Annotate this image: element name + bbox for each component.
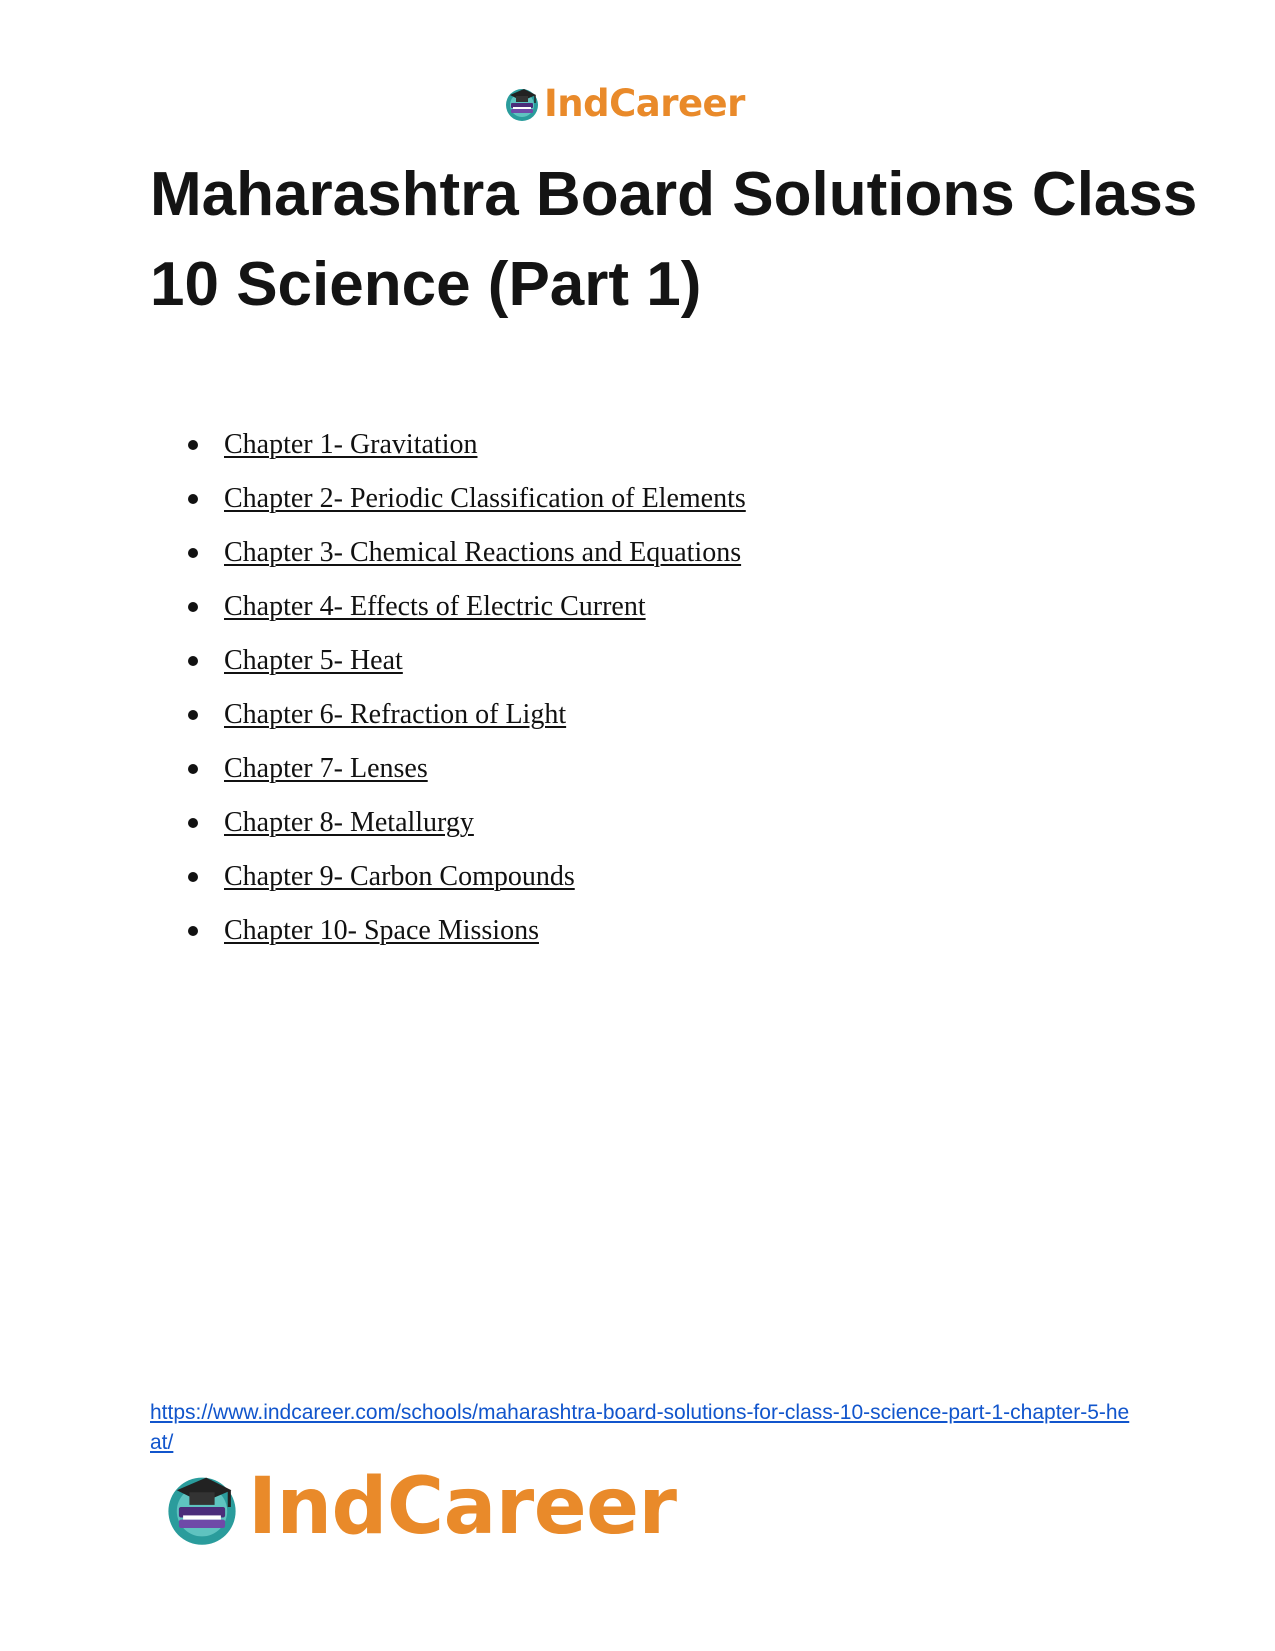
bullet-icon: [188, 440, 198, 450]
chapter-link[interactable]: Chapter 5- Heat: [224, 645, 403, 676]
bullet-icon: [188, 926, 198, 936]
list-item: [150, 749, 746, 803]
bullet-icon: [188, 872, 198, 882]
chapter-link[interactable]: Chapter 1- Gravitation: [224, 429, 478, 460]
bullet-icon: [188, 602, 198, 612]
chapter-link[interactable]: Chapter 6- Refraction of Light: [224, 699, 567, 730]
chapter-link[interactable]: Chapter 8- Metallurgy: [224, 807, 474, 838]
bullet-icon: [188, 548, 198, 558]
bullet-icon: [188, 656, 198, 666]
chapter-link[interactable]: Chapter 7- Lenses: [224, 753, 428, 784]
list-item: [150, 479, 746, 533]
bullet-icon: [188, 494, 198, 504]
chapter-link[interactable]: Chapter 4- Effects of Electric Current: [224, 591, 646, 622]
list-item: [150, 857, 746, 911]
chapter-link[interactable]: Chapter 10- Space Missions: [224, 915, 539, 946]
list-item: [150, 641, 746, 695]
footer-logo: [160, 1462, 677, 1552]
page-title: Maharashtra Board Solutions Class 10 Science (Part 1): [150, 160, 1198, 319]
list-item: [150, 803, 746, 857]
chapter-link[interactable]: Chapter 3- Chemical Reactions and Equations: [224, 537, 742, 568]
chapter-link[interactable]: Chapter 9- Carbon Compounds: [224, 861, 575, 892]
graduation-cap-globe-icon: [160, 1465, 244, 1549]
header-logo-text: IndCareer: [544, 81, 745, 125]
list-item: [150, 533, 746, 587]
bullet-icon: [188, 764, 198, 774]
graduation-cap-globe-icon: [502, 83, 542, 123]
list-item: [150, 587, 746, 641]
bullet-icon: [188, 818, 198, 828]
chapter-list: [150, 425, 746, 965]
chapter-link[interactable]: Chapter 2- Periodic Classification of Elements: [224, 483, 746, 514]
list-item: [150, 695, 746, 749]
header-logo: [502, 80, 745, 126]
list-item: [150, 911, 746, 965]
footer-logo-text: IndCareer: [248, 1462, 677, 1552]
bullet-icon: [188, 710, 198, 720]
source-url-link[interactable]: https://www.indcareer.com/schools/maharashtra-board-solutions-for-class-10-science-part-1-chapter-5-heat/: [150, 1401, 1130, 1454]
list-item: [150, 425, 746, 479]
